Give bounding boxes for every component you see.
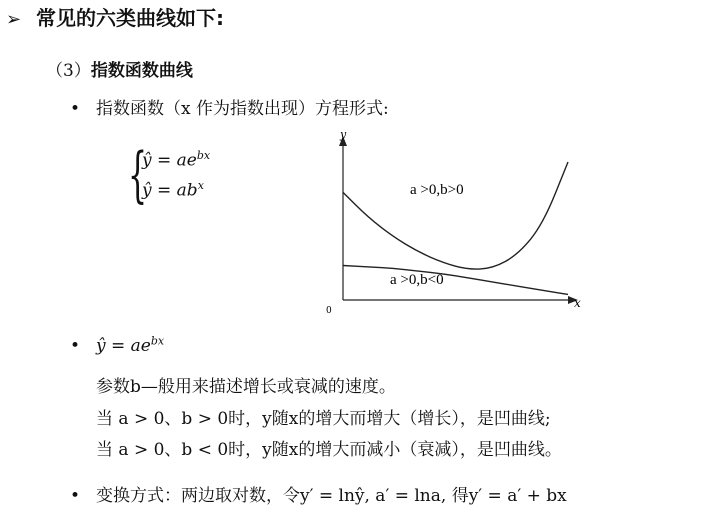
x-axis-label: x (574, 296, 581, 310)
arrow-bullet-icon: ➢ (6, 9, 22, 30)
bullet-dot: • (70, 486, 81, 506)
desc-line-1: 参数b—般用来描述增长或衰减的速度。 (96, 377, 396, 397)
bullet-transform (70, 481, 567, 506)
equation-1: ŷ = $ae^{bx}$ (142, 149, 211, 171)
formula-text: ŷ = $ae^{bx}$ (96, 334, 165, 356)
y-axis-label: y (340, 128, 347, 141)
equation-2: ŷ = $ab^x$ (142, 179, 204, 201)
bullet-dot: • (70, 335, 81, 356)
desc-line-2: 当 a > 0、b > 0时，y随x的增大而增大（增长），是凹曲线; (96, 409, 551, 429)
bullet-equation-form (70, 94, 389, 119)
subsection-heading (46, 56, 193, 81)
annotation-decay: a >0,b<0 (390, 272, 444, 288)
bullet-formula (70, 334, 164, 356)
heading-text: 常见的六类曲线如下: (36, 6, 224, 30)
subsection-number: （3） (46, 61, 91, 81)
annotation-growth: a >0,b>0 (410, 182, 464, 198)
section-heading (6, 2, 224, 31)
transform-text: 变换方式：两边取对数，令y′ = lnŷ, a′ = lna, 得y′ = a′ + bx (96, 486, 567, 506)
origin-label: 0 (326, 306, 332, 316)
growth-curve (343, 162, 568, 269)
subsection-title: 指数函数曲线 (90, 61, 193, 81)
decay-curve (343, 266, 568, 295)
left-brace: { (128, 140, 148, 210)
exponential-curves-chart (318, 124, 598, 320)
bullet-dot: • (70, 99, 81, 119)
bullet-text: 指数函数（x 作为指数出现）方程形式: (96, 99, 389, 119)
desc-line-3: 当 a > 0、b < 0时，y随x的增大而减小（衰减），是凹曲线。 (96, 440, 562, 460)
